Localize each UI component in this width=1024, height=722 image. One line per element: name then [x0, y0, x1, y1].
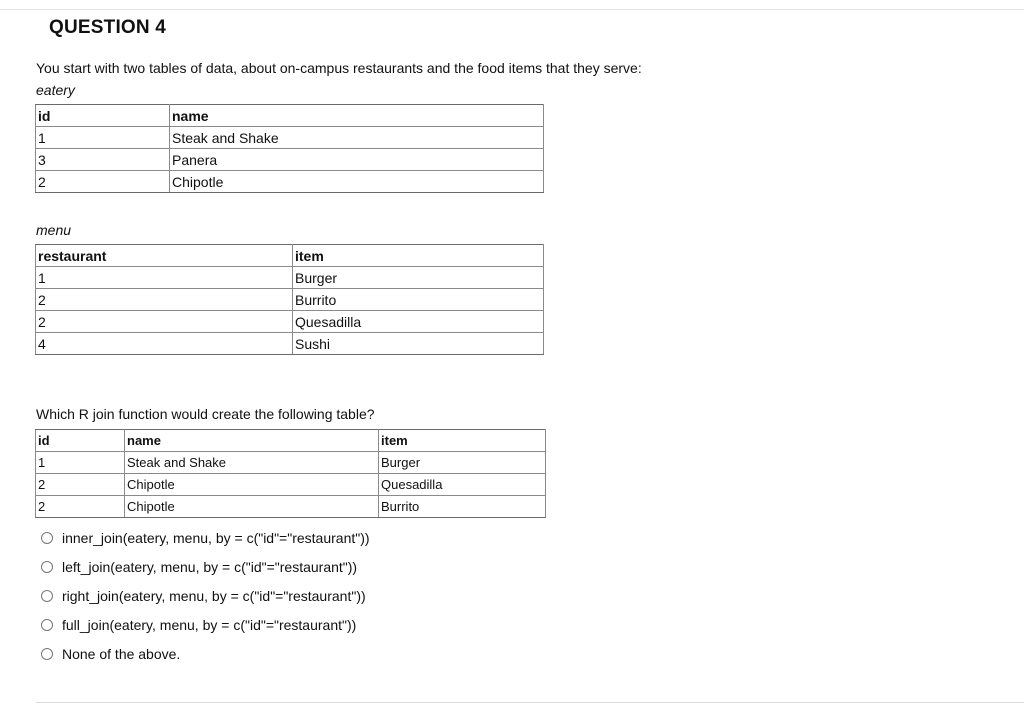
option-none[interactable] [41, 639, 370, 668]
option-full-join[interactable] [41, 610, 370, 639]
table-cell: Burger [379, 452, 546, 474]
option-left-join[interactable] [41, 552, 370, 581]
table-row [36, 267, 544, 289]
column-header: name [125, 430, 379, 452]
column-header: item [379, 430, 546, 452]
table-cell: Steak and Shake [125, 452, 379, 474]
table-row [36, 452, 546, 474]
question-prompt: Which R join function would create the following table? [36, 406, 375, 422]
table-cell: Chipotle [170, 171, 544, 193]
eatery-table-label: eatery [36, 82, 75, 98]
table-row [36, 474, 546, 496]
table-row [36, 171, 544, 193]
column-header: id [36, 105, 170, 127]
table-cell: Chipotle [125, 474, 379, 496]
radio-button[interactable] [41, 590, 53, 602]
option-label[interactable]: full_join(eatery, menu, by = c("id"="restaurant")) [62, 616, 357, 633]
table-cell: 1 [36, 267, 293, 289]
eatery-table [35, 104, 544, 193]
table-row [36, 333, 544, 355]
table-cell: 1 [36, 452, 125, 474]
table-cell: Steak and Shake [170, 127, 544, 149]
table-row [36, 127, 544, 149]
table-row [36, 496, 546, 518]
table-cell: 2 [36, 171, 170, 193]
table-cell: 2 [36, 311, 293, 333]
table-cell: 2 [36, 289, 293, 311]
radio-button[interactable] [41, 561, 53, 573]
menu-table [35, 244, 544, 355]
table-cell: Sushi [293, 333, 544, 355]
table-row [36, 149, 544, 171]
option-label[interactable]: None of the above. [62, 645, 181, 662]
table-cell: Chipotle [125, 496, 379, 518]
table-cell: Quesadilla [293, 311, 544, 333]
table-cell: 3 [36, 149, 170, 171]
radio-button[interactable] [41, 532, 53, 544]
table-row [36, 289, 544, 311]
table-cell: Panera [170, 149, 544, 171]
column-header: name [170, 105, 544, 127]
menu-table-label: menu [36, 222, 72, 238]
table-header-row [36, 430, 546, 452]
column-header: restaurant [36, 245, 293, 267]
radio-button[interactable] [41, 648, 53, 660]
table-header-row [36, 105, 544, 127]
answer-options [41, 523, 370, 668]
table-row [36, 311, 544, 333]
table-cell: 4 [36, 333, 293, 355]
table-cell: Quesadilla [379, 474, 546, 496]
question-title: QUESTION 4 [49, 17, 167, 38]
table-cell: 1 [36, 127, 170, 149]
table-cell: 2 [36, 496, 125, 518]
option-label[interactable]: inner_join(eatery, menu, by = c("id"="restaurant")) [62, 529, 370, 546]
question-intro: You start with two tables of data, about on-campus restaurants and the food items that they serve: [36, 60, 642, 76]
result-table [35, 429, 546, 518]
table-cell: 2 [36, 474, 125, 496]
option-right-join[interactable] [41, 581, 370, 610]
table-header-row [36, 245, 544, 267]
option-label[interactable]: left_join(eatery, menu, by = c("id"="restaurant")) [62, 558, 358, 575]
table-cell: Burger [293, 267, 544, 289]
bottom-divider [36, 702, 1024, 703]
table-cell: Burrito [379, 496, 546, 518]
option-label[interactable]: right_join(eatery, menu, by = c("id"="restaurant")) [62, 587, 366, 604]
column-header: id [36, 430, 125, 452]
table-cell: Burrito [293, 289, 544, 311]
option-inner-join[interactable] [41, 523, 370, 552]
top-divider [0, 9, 1024, 10]
column-header: item [293, 245, 544, 267]
radio-button[interactable] [41, 619, 53, 631]
